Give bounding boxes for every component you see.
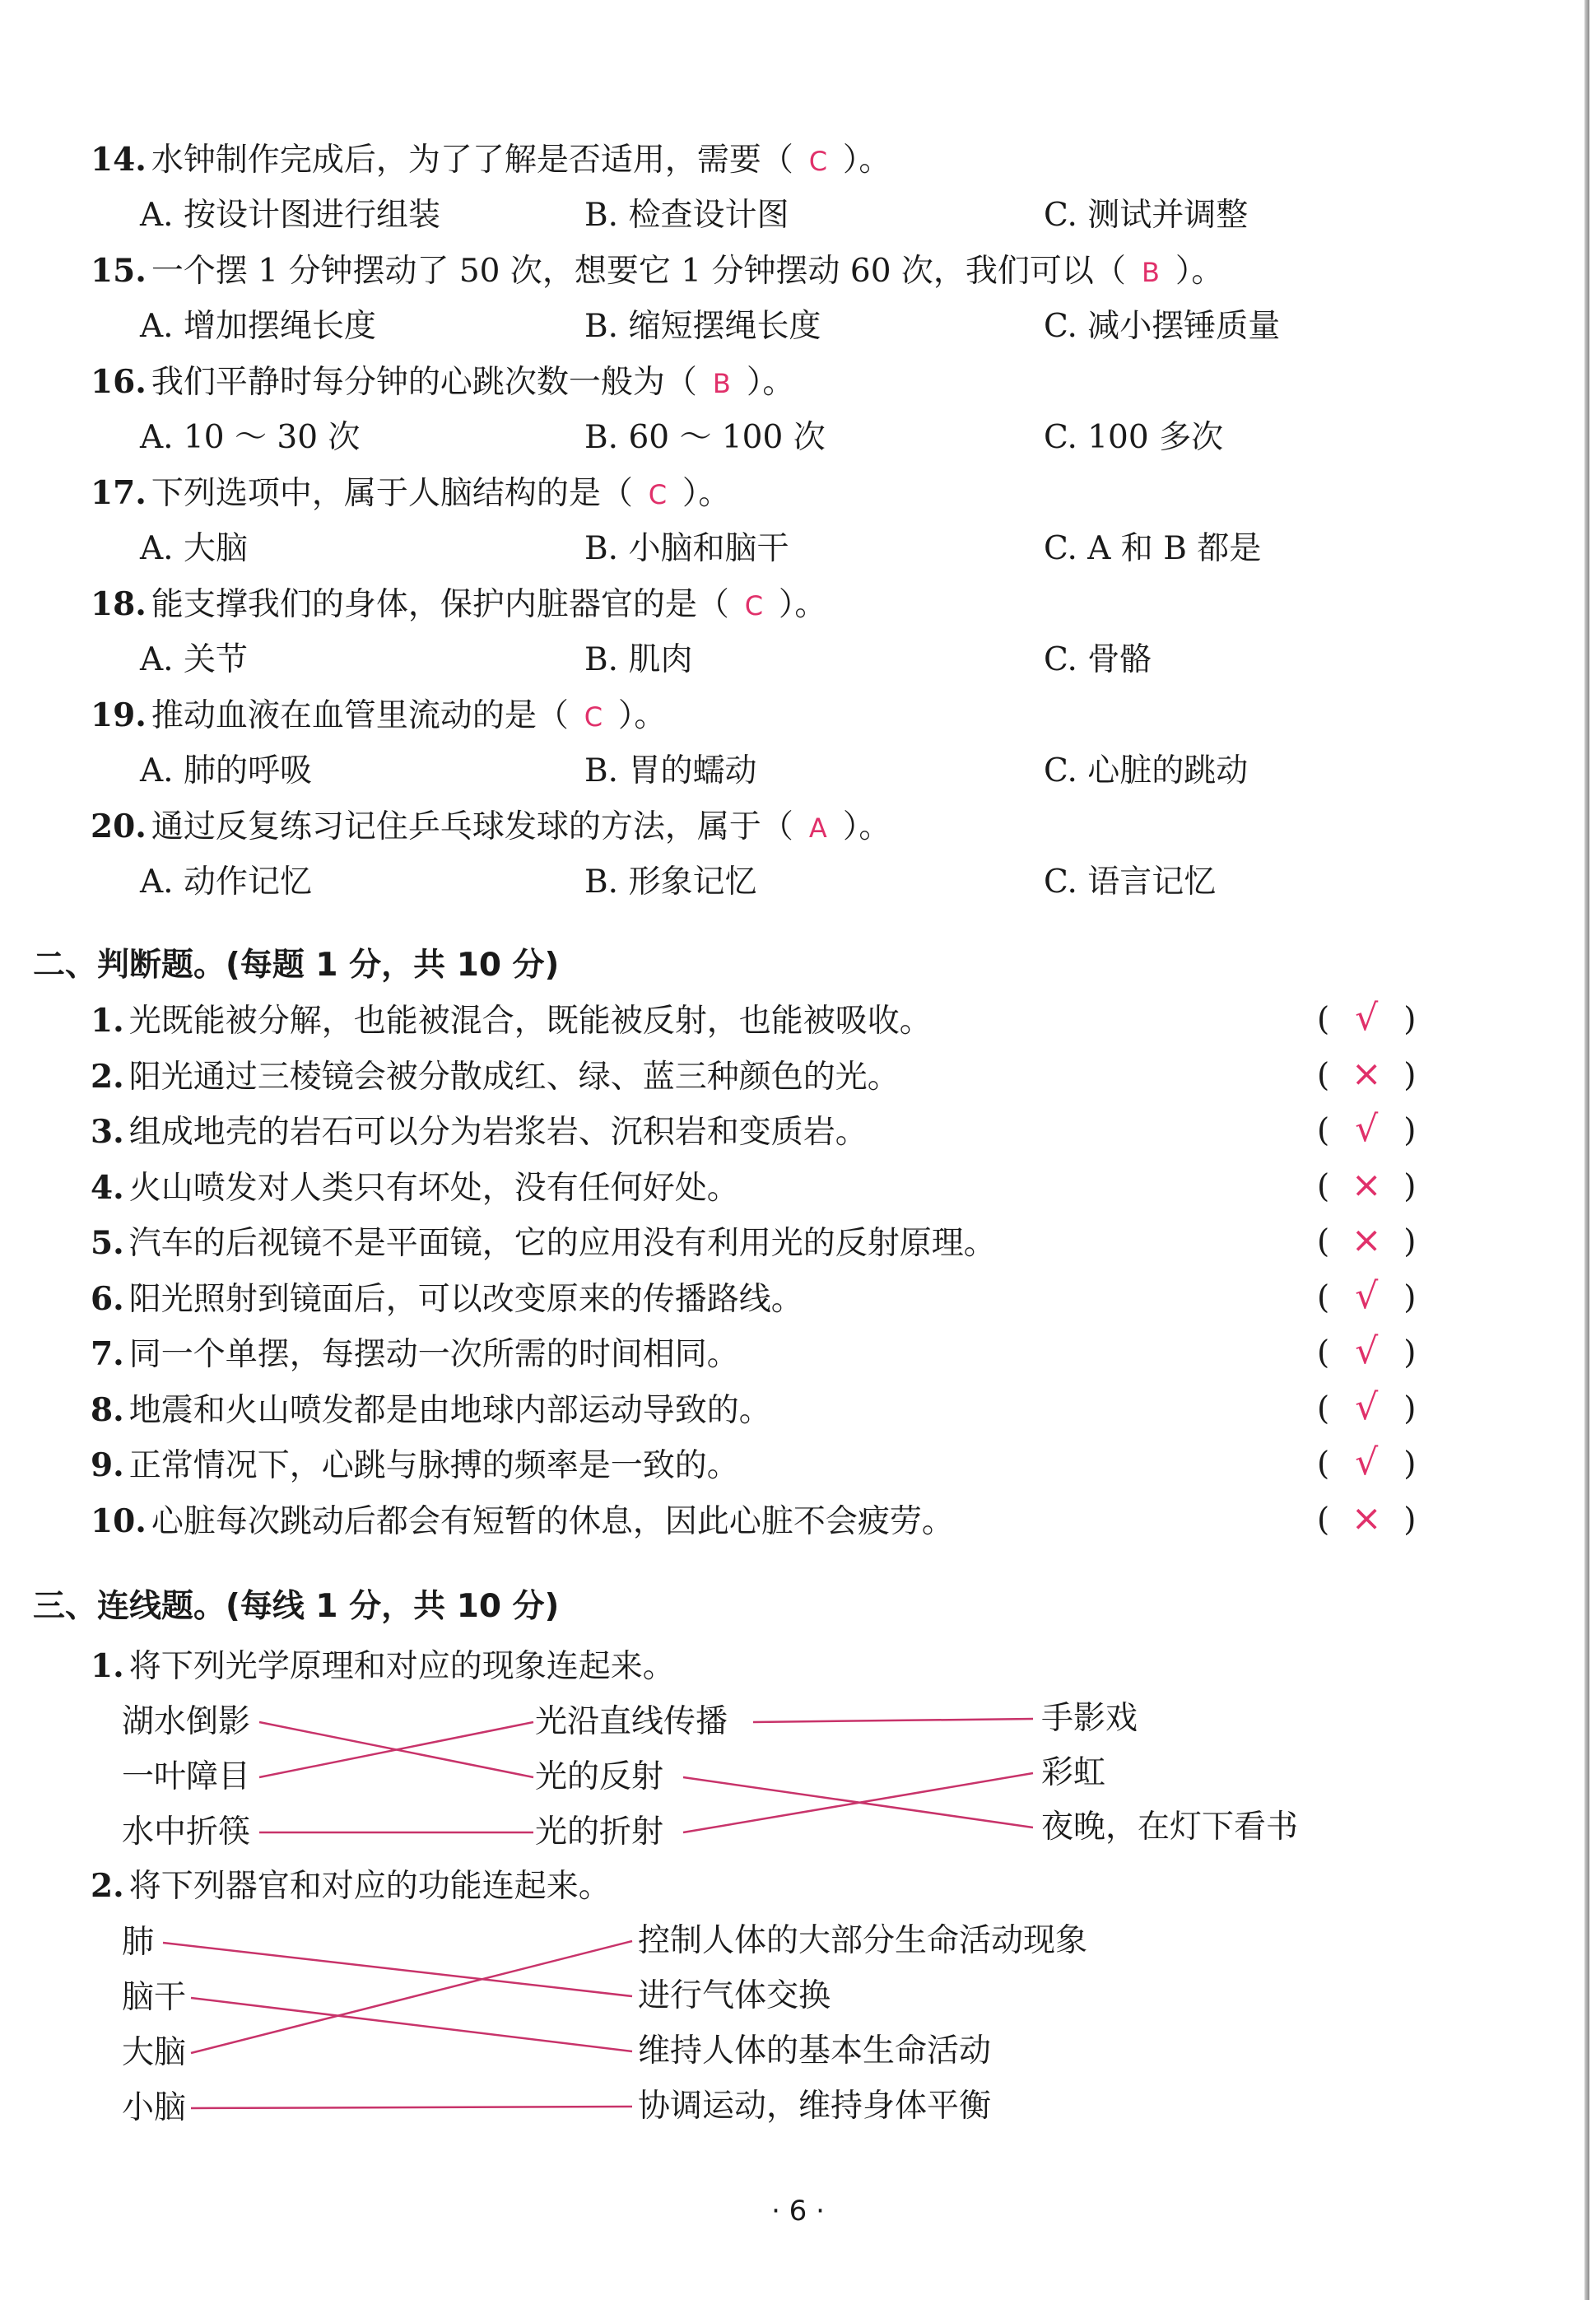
judge-answer: ( √ ) bbox=[1317, 1274, 1417, 1317]
judge-mark: √ bbox=[1355, 1108, 1379, 1150]
match2-left-0: 肺 bbox=[122, 1924, 155, 1961]
question-number: 6. bbox=[91, 1279, 124, 1318]
question-text: 通过反复练习记住乒乓球发球的方法，属于（ bbox=[151, 808, 793, 845]
judge-answer: ( √ ) bbox=[1317, 1441, 1417, 1483]
question-text: 正常情况下，心跳与脉搏的频率是一致的。 bbox=[128, 1447, 739, 1484]
question-text: 我们平静时每分钟的心跳次数一般为（ bbox=[151, 364, 697, 401]
judge-answer: ( √ ) bbox=[1317, 997, 1417, 1039]
choice-option: C. 语言记忆 bbox=[1044, 864, 1217, 901]
answer-mark: C bbox=[648, 479, 668, 510]
choice-option: B. 肌肉 bbox=[584, 641, 693, 678]
match-section-title: 三、连线题。(每线 1 分，共 10 分) bbox=[33, 1588, 560, 1625]
question-text: 下列选项中，属于人脑结构的是（ bbox=[151, 475, 633, 512]
question-text: 推动血液在血管里流动的是（ bbox=[151, 697, 569, 734]
judge-answer: ( × ) bbox=[1317, 1497, 1417, 1539]
question-text: 汽车的后视镜不是平面镜，它的应用没有利用光的反射原理。 bbox=[128, 1225, 996, 1262]
question-end: ）。 bbox=[842, 142, 891, 179]
judge-mark: × bbox=[1351, 1219, 1382, 1261]
choice-option: A. 动作记忆 bbox=[140, 864, 312, 901]
match1-line-middle-right bbox=[683, 1773, 1033, 1832]
question-number: 14. bbox=[91, 141, 147, 179]
choice-option: C. 心脏的跳动 bbox=[1044, 752, 1249, 789]
question-number: 3. bbox=[91, 1113, 124, 1151]
match1-left-1: 一叶障目 bbox=[122, 1758, 251, 1795]
question-text: 阳光照射到镜面后，可以改变原来的传播路线。 bbox=[128, 1280, 803, 1318]
choice-option: A. 关节 bbox=[140, 641, 248, 678]
judge-mark: √ bbox=[1355, 1385, 1379, 1428]
match2-right-3: 协调运动，维持身体平衡 bbox=[638, 2088, 992, 2125]
match2-line bbox=[191, 1998, 632, 2051]
question-text: 能支撑我们的身体，保护内脏器官的是（ bbox=[151, 586, 729, 623]
judge-mark: × bbox=[1351, 1497, 1382, 1539]
question-number: 5. bbox=[91, 1224, 124, 1262]
question-end: ）。 bbox=[842, 808, 891, 845]
match2-left-3: 小脑 bbox=[122, 2089, 187, 2126]
question-number: 10. bbox=[91, 1502, 147, 1540]
choice-option: C. 100 多次 bbox=[1044, 419, 1224, 456]
question-text: 火山喷发对人类只有坏处，没有任何好处。 bbox=[128, 1169, 739, 1207]
question-text: 地震和火山喷发都是由地球内部运动导致的。 bbox=[128, 1391, 771, 1429]
question-text: 组成地壳的岩石可以分为岩浆岩、沉积岩和变质岩。 bbox=[128, 1114, 868, 1151]
choice-option: B. 60 ～ 100 次 bbox=[584, 419, 826, 456]
choice-option: C. 减小摆锤质量 bbox=[1044, 308, 1281, 345]
choice-option: B. 胃的蠕动 bbox=[584, 752, 757, 789]
question-number: 16. bbox=[91, 363, 147, 401]
question-end: ）。 bbox=[1175, 253, 1224, 290]
question-number: 19. bbox=[91, 696, 147, 734]
match1-left-2: 水中折筷 bbox=[122, 1813, 251, 1851]
choice-option: B. 检查设计图 bbox=[584, 197, 789, 234]
match2-line bbox=[191, 2107, 632, 2108]
judge-mark: √ bbox=[1355, 997, 1379, 1039]
question-end: ）。 bbox=[617, 697, 667, 734]
question-number: 8. bbox=[91, 1390, 124, 1429]
question-text: 一个摆 1 分钟摆动了 50 次，想要它 1 分钟摆动 60 次，我们可以（ bbox=[151, 253, 1126, 290]
question-text: 阳光通过三棱镜会被分散成红、绿、蓝三种颜色的光。 bbox=[128, 1058, 900, 1096]
match2-right-2: 维持人体的基本生命活动 bbox=[638, 2032, 992, 2070]
page-number: · 6 · bbox=[771, 2195, 825, 2228]
judge-answer: ( × ) bbox=[1317, 1052, 1417, 1095]
answer-mark: A bbox=[808, 812, 827, 844]
choice-option: C. 骨骼 bbox=[1044, 641, 1152, 678]
match2-line bbox=[191, 1941, 632, 2053]
choice-option: B. 小脑和脑干 bbox=[584, 530, 789, 567]
choice-option: B. 形象记忆 bbox=[584, 864, 757, 901]
judge-mark: √ bbox=[1355, 1274, 1379, 1317]
match2-left-1: 脑干 bbox=[122, 1979, 187, 2016]
match1-middle-1: 光的反射 bbox=[535, 1758, 664, 1795]
judge-mark: √ bbox=[1355, 1330, 1379, 1372]
answer-mark: C bbox=[584, 701, 603, 733]
choice-option: B. 缩短摆绳长度 bbox=[584, 308, 821, 345]
answer-mark: B bbox=[1141, 257, 1160, 288]
question-number: 17. bbox=[91, 474, 147, 512]
choice-option: A. 肺的呼吸 bbox=[140, 752, 312, 789]
question-end: ）。 bbox=[682, 475, 731, 512]
question-number: 2. bbox=[91, 1057, 124, 1096]
question-number: 1. bbox=[91, 1002, 124, 1040]
choice-option: A. 10 ～ 30 次 bbox=[140, 419, 361, 456]
choice-option: C. A 和 B 都是 bbox=[1044, 530, 1262, 567]
question-text: 光既能被分解，也能被混合，既能被反射，也能被吸收。 bbox=[128, 1003, 932, 1040]
question-number: 7. bbox=[91, 1335, 124, 1373]
judge-answer: ( √ ) bbox=[1317, 1385, 1417, 1428]
judge-answer: ( √ ) bbox=[1317, 1108, 1417, 1150]
judge-answer: ( × ) bbox=[1317, 1219, 1417, 1261]
judge-section-title: 二、判断题。(每题 1 分，共 10 分) bbox=[33, 947, 560, 984]
question-number: 9. bbox=[91, 1446, 124, 1484]
match2-right-0: 控制人体的大部分生命活动现象 bbox=[638, 1922, 1088, 1959]
question-end: ）。 bbox=[778, 586, 827, 623]
match2-line bbox=[163, 1943, 632, 1996]
answer-mark: C bbox=[808, 146, 828, 177]
match1-middle-2: 光的折射 bbox=[535, 1813, 664, 1851]
match1-right-0: 手影戏 bbox=[1041, 1700, 1138, 1737]
question-number: 18. bbox=[91, 585, 147, 623]
answer-mark: B bbox=[712, 368, 731, 399]
judge-mark: √ bbox=[1355, 1441, 1379, 1483]
choice-option: A. 大脑 bbox=[140, 530, 248, 567]
question-end: ）。 bbox=[746, 364, 795, 401]
question-number: 4. bbox=[91, 1168, 124, 1207]
match1-right-1: 彩虹 bbox=[1041, 1754, 1106, 1791]
match2-prompt: 2. 将下列器官和对应的功能连起来。 bbox=[91, 1867, 611, 1905]
question-number: 15. bbox=[91, 252, 147, 290]
match1-prompt: 1. 将下列光学原理和对应的现象连起来。 bbox=[91, 1647, 675, 1685]
match2-left-2: 大脑 bbox=[122, 2034, 187, 2071]
judge-answer: ( √ ) bbox=[1317, 1330, 1417, 1372]
answer-mark: C bbox=[744, 590, 764, 622]
question-text: 水钟制作完成后，为了了解是否适用，需要（ bbox=[151, 142, 793, 179]
choice-option: A. 按设计图进行组装 bbox=[140, 197, 440, 234]
match2-right-1: 进行气体交换 bbox=[638, 1977, 831, 2014]
question-text: 心脏每次跳动后都会有短暂的休息，因此心脏不会疲劳。 bbox=[151, 1502, 954, 1540]
match1-left-0: 湖水倒影 bbox=[122, 1703, 251, 1740]
choice-option: A. 增加摆绳长度 bbox=[140, 308, 376, 345]
choice-option: C. 测试并调整 bbox=[1044, 197, 1249, 234]
question-text: 同一个单摆，每摆动一次所需的时间相同。 bbox=[128, 1336, 739, 1373]
question-number: 20. bbox=[91, 808, 147, 845]
judge-mark: × bbox=[1351, 1163, 1382, 1206]
judge-mark: × bbox=[1351, 1052, 1382, 1095]
judge-answer: ( × ) bbox=[1317, 1163, 1417, 1206]
match1-middle-0: 光沿直线传播 bbox=[535, 1703, 728, 1740]
match1-right-2: 夜晚，在灯下看书 bbox=[1041, 1809, 1299, 1846]
match1-line-middle-right bbox=[753, 1719, 1033, 1722]
